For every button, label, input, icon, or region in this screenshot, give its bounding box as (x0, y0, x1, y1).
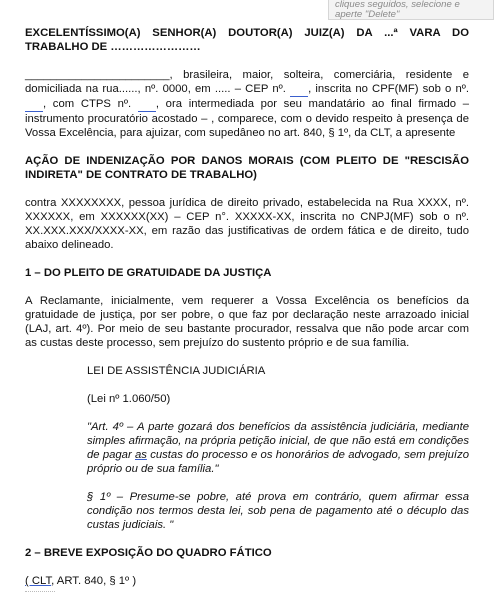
action-title: AÇÃO DE INDENIZAÇÃO POR DANOS MORAIS (COM PLEITO DE "RESCISÃO INDIRETA" DE CONTRATO DE TRABALHO) (25, 155, 469, 181)
law-title: LEI DE ASSISTÊNCIA JUDICIÁRIA (87, 365, 266, 377)
clt-reference: ( CLT (25, 575, 52, 587)
article-reference: , ART. 840, § 1º ) (51, 575, 137, 587)
hint-line-1: cliques seguidos, selecione e (335, 0, 460, 10)
page-footer-mark (25, 591, 55, 598)
section-1-body: A Reclamante, inicialmente, vem requerer a Vossa Excelência os benefícios da gratuidade de justiça, por ser pobre, o que faz por declaração neste arrazoado inicial (LAJ, art. 4º). Por meio de seu bastante procurador, ressalva que não pode arcar com as custas deste processo, sem prejuízo do sustento próprio e de sua família. (25, 295, 469, 349)
intro-text-1: , brasileira, maior, solteira, comerciária, residente e domiciliada na rua......, nº. 0000, em ..... – CEP nº. (25, 69, 469, 95)
law-reference: (Lei nº 1.060/50) (87, 393, 171, 405)
name-blank[interactable]: _______________________ (25, 69, 170, 81)
court-heading: EXCELENTÍSSIMO(A) SENHOR(A) DOUTOR(A) JUIZ(A) DA ...ª VARA DO TRABALHO DE …………………… (25, 27, 469, 53)
plaintiff-paragraph (25, 68, 469, 140)
intro-text-4: , ora intermediada por seu mandatário ao final firmado – instrumento procuratório acostado – , comparece, com o devido respeito à presença de Vossa Excelência, para ajuizar, com supedâneo no art. 840, § 1º, da CLT, a apresente (25, 98, 470, 139)
law-quote-par1: § 1º – Presume-se pobre, até prova em contrário, quem afirmar essa condição nos termos desta lei, sob pena de pagamento até o décuplo das custas judiciais. " (87, 491, 469, 531)
quote-1-text-a: "Art. 4º – A parte gozará dos benefícios da assistência judiciária, mediante simples afirmação, na própria petição inicial, de que não está em condições de pagar (87, 421, 469, 461)
law-quote-art4 (87, 420, 469, 476)
quote-1-underlined-word: as (134, 449, 147, 461)
cep-blank[interactable] (290, 82, 308, 97)
ctps-blank[interactable] (138, 97, 156, 112)
hint-line-2: aperte "Delete" (335, 9, 400, 20)
intro-text-3: , com CTPS nº. (43, 98, 132, 110)
quote-1-text-b: custas do processo e os honorários de advogado, sem prejuízo próprio ou de sua família." (87, 449, 470, 475)
section-2-reference (25, 574, 469, 588)
instruction-hint (328, 0, 494, 20)
petition-document (25, 26, 469, 588)
section-2-title: 2 – BREVE EXPOSIÇÃO DO QUADRO FÁTICO (25, 547, 272, 559)
defendant-paragraph: contra XXXXXXXX, pessoa jurídica de direito privado, estabelecida na Rua XXXX, nº. XXXXXX, em XXXXXX(XX) – CEP n°. XXXXX-XX, inscrita no CNPJ(MF) sob o nº. XX.XXX.XXX/XXXX-XX, em razão das justificativas de ordem fática e de direito, tudo abaixo delineado. (25, 197, 469, 251)
cpf-blank[interactable] (25, 97, 43, 112)
section-1-title: 1 – DO PLEITO DE GRATUIDADE DA JUSTIÇA (25, 267, 272, 279)
intro-text-2: , inscrita no CPF(MF) sob o nº. (308, 83, 470, 95)
